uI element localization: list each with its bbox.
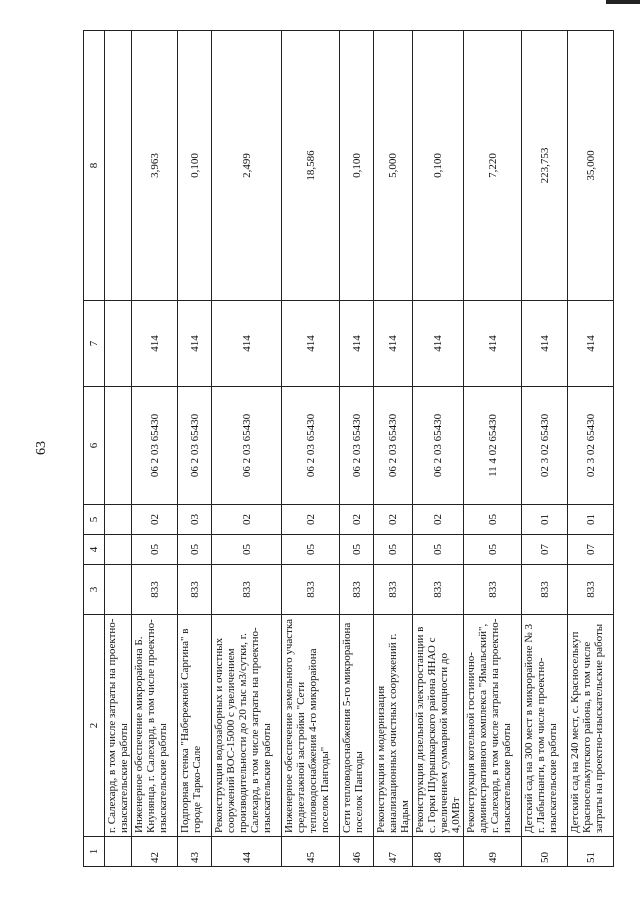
row-col6: 02 3 02 65430 — [568, 387, 614, 505]
row-col6: 11 4 02 65430 — [464, 387, 522, 505]
page-number: 63 — [34, 441, 49, 455]
row-col4: 05 — [282, 535, 340, 565]
row-number: 46 — [340, 837, 374, 867]
row-col8: 223,753 — [522, 31, 568, 301]
row-col5: 01 — [568, 505, 614, 535]
row-col6: 06 2 03 65430 — [340, 387, 374, 505]
row-col5: 02 — [212, 505, 282, 535]
row-col3: 833 — [212, 565, 282, 615]
row-number: 47 — [374, 837, 413, 867]
row-col8: 35,000 — [568, 31, 614, 301]
row-name: Реконструкция котельной гостинично-административного комплекса "Ямальский", г. Салехард, в том числе затраты на проектно-изыскательские работы — [464, 615, 522, 837]
row-col4: 05 — [374, 535, 413, 565]
row-col8 — [105, 31, 132, 301]
row-col4: 05 — [212, 535, 282, 565]
row-col5: 01 — [522, 505, 568, 535]
row-number: 42 — [132, 837, 178, 867]
table-row — [374, 31, 413, 867]
row-col4: 05 — [413, 535, 464, 565]
row-col7: 414 — [282, 301, 340, 387]
row-name: Реконструкция дизельной электростанции в с. Горки Шурышкарского района ЯНАО с увеличением суммарной мощности до 4,0МВт — [413, 615, 464, 837]
table-row — [568, 31, 614, 867]
row-col7: 414 — [340, 301, 374, 387]
row-col4 — [105, 535, 132, 565]
row-col5: 02 — [374, 505, 413, 535]
scan-edge-mark — [606, 0, 640, 4]
table-body — [105, 31, 614, 867]
row-col6 — [105, 387, 132, 505]
row-col5: 02 — [132, 505, 178, 535]
row-col3: 833 — [413, 565, 464, 615]
row-col8: 18,586 — [282, 31, 340, 301]
col-header-3: 3 — [84, 565, 105, 615]
row-col8: 0,100 — [340, 31, 374, 301]
table-row — [464, 31, 522, 867]
row-number — [105, 837, 132, 867]
row-col7: 414 — [464, 301, 522, 387]
table-row — [212, 31, 282, 867]
col-header-7: 7 — [84, 301, 105, 387]
table-row — [105, 31, 132, 867]
table-row — [522, 31, 568, 867]
row-col3: 833 — [178, 565, 212, 615]
row-name: Детский сад на 240 мест, с. Красноселькуп Красноселькупского района, в том числе затраты на проектно-изыскательские работы — [568, 615, 614, 837]
row-col8: 3,963 — [132, 31, 178, 301]
table-header-row — [84, 31, 105, 867]
table-row — [178, 31, 212, 867]
row-number: 51 — [568, 837, 614, 867]
rotated-table-container — [83, 31, 631, 867]
table-row — [282, 31, 340, 867]
row-name: Реконструкция и модернизация канализационных очистных сооружений г. Надым — [374, 615, 413, 837]
row-name: Детский сад на 300 мест в микрорайоне № 3 г. Лабытнанги, в том числе проектно-изыскательские работы — [522, 615, 568, 837]
row-number: 50 — [522, 837, 568, 867]
row-col3: 833 — [282, 565, 340, 615]
table-row — [413, 31, 464, 867]
row-col4: 07 — [568, 535, 614, 565]
row-number: 44 — [212, 837, 282, 867]
row-col3: 833 — [522, 565, 568, 615]
row-col5 — [105, 505, 132, 535]
row-col5: 02 — [413, 505, 464, 535]
row-col5: 02 — [282, 505, 340, 535]
col-header-6: 6 — [84, 387, 105, 505]
row-col3: 833 — [340, 565, 374, 615]
row-col4: 05 — [178, 535, 212, 565]
row-name: г. Салехард, в том числе затраты на проектно-изыскательские работы — [105, 615, 132, 837]
row-col6: 02 3 02 65430 — [522, 387, 568, 505]
row-col6: 06 2 03 65430 — [132, 387, 178, 505]
row-col6: 06 2 03 65430 — [413, 387, 464, 505]
col-header-8: 8 — [84, 31, 105, 301]
row-col6: 06 2 03 65430 — [212, 387, 282, 505]
col-header-4: 4 — [84, 535, 105, 565]
row-name: Реконструкция водозаборных и очистных сооружений ВОС-15000 с увеличением производительности до 20 тыс м3/сутки, г. Салехард, в том числе затраты на проектно-изыскательские работы — [212, 615, 282, 837]
row-col7: 414 — [212, 301, 282, 387]
row-col7: 414 — [413, 301, 464, 387]
col-header-1: 1 — [84, 837, 105, 867]
row-col3 — [105, 565, 132, 615]
row-col7 — [105, 301, 132, 387]
row-col7: 414 — [178, 301, 212, 387]
col-header-5: 5 — [84, 505, 105, 535]
row-col3: 833 — [464, 565, 522, 615]
row-col5: 03 — [178, 505, 212, 535]
row-col4: 05 — [464, 535, 522, 565]
row-col8: 2,499 — [212, 31, 282, 301]
row-col6: 06 2 03 65430 — [282, 387, 340, 505]
row-number: 49 — [464, 837, 522, 867]
row-col7: 414 — [522, 301, 568, 387]
row-col7: 414 — [568, 301, 614, 387]
row-name: Инженерное обеспечение земельного участка среднеэтажной застройки "Сети тепловодоснабжения 4-го микрорайона поселок Пангоды" — [282, 615, 340, 837]
row-col8: 0,100 — [413, 31, 464, 301]
row-col7: 414 — [374, 301, 413, 387]
row-col4: 07 — [522, 535, 568, 565]
row-col8: 5,000 — [374, 31, 413, 301]
row-col6: 06 2 03 65430 — [374, 387, 413, 505]
col-header-2: 2 — [84, 615, 105, 837]
row-col7: 414 — [132, 301, 178, 387]
row-col4: 05 — [132, 535, 178, 565]
row-col3: 833 — [132, 565, 178, 615]
table-row — [132, 31, 178, 867]
budget-table — [83, 30, 614, 867]
row-col3: 833 — [568, 565, 614, 615]
row-col6: 06 2 03 65430 — [178, 387, 212, 505]
table-row — [340, 31, 374, 867]
row-col3: 833 — [374, 565, 413, 615]
row-name: Инженерное обеспечение микрорайона Б. Кнунянца, г. Салехард, в том числе проектно-изыскательские работы — [132, 615, 178, 837]
row-col4: 05 — [340, 535, 374, 565]
row-number: 48 — [413, 837, 464, 867]
row-col8: 0,100 — [178, 31, 212, 301]
row-col5: 05 — [464, 505, 522, 535]
row-number: 45 — [282, 837, 340, 867]
row-col8: 7,220 — [464, 31, 522, 301]
row-col5: 02 — [340, 505, 374, 535]
row-name: Подпорная стенка "Набережной Саргина" в городе Тарко-Сале — [178, 615, 212, 837]
row-name: Сети тепловодоснабжения 5-го микрорайона поселок Пангоды — [340, 615, 374, 837]
row-number: 43 — [178, 837, 212, 867]
